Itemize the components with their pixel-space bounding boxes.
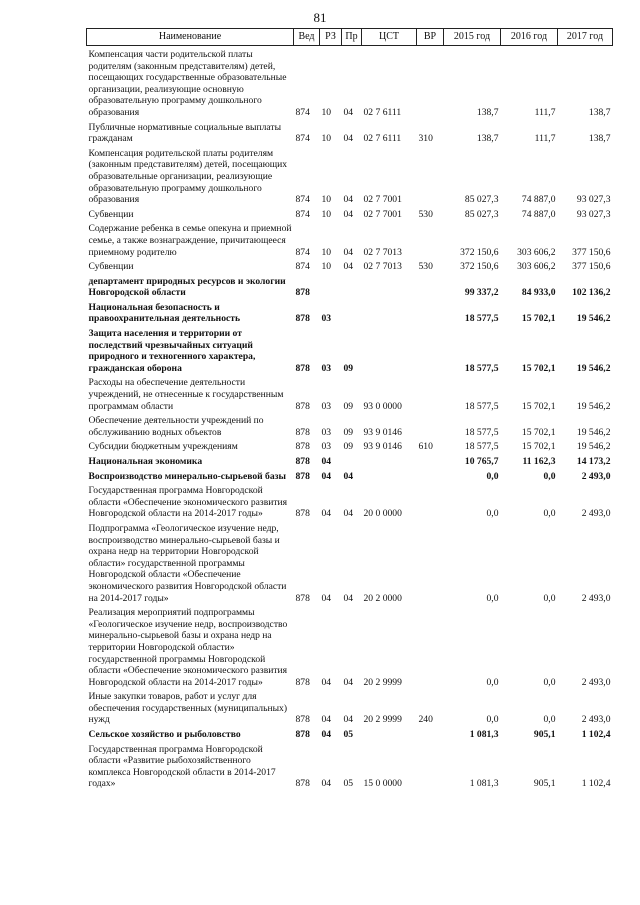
row-name: Субвенции [88, 261, 134, 273]
row-ved: 878 [295, 676, 310, 688]
row-name: Субвенции [88, 208, 134, 220]
table-body [87, 46, 613, 791]
row-vr [417, 726, 444, 741]
row-value-2016: 0,0 [543, 470, 556, 482]
row-vr [417, 220, 444, 258]
row-value-2016: 74 887,0 [521, 208, 556, 220]
row-name: Обеспечение деятельности учреждений по обслуживанию водных объектов [88, 415, 264, 438]
row-rz: 10 [321, 246, 332, 258]
row-value-2017: 377 150,6 [572, 246, 611, 258]
row-pr: 05 [343, 778, 354, 790]
row-value-2017: 1 102,4 [581, 729, 611, 741]
row-cst [362, 273, 417, 299]
row-ved: 878 [295, 456, 310, 467]
row-cst [362, 726, 417, 741]
row-cst [362, 468, 417, 483]
row-pr: 04 [343, 676, 354, 688]
row-ved: 878 [295, 508, 310, 520]
budget-table [86, 28, 613, 790]
row-value-2015: 0,0 [486, 592, 499, 604]
table-row [87, 688, 613, 726]
row-value-2015: 18 577,5 [464, 400, 499, 412]
row-pr: 09 [343, 441, 354, 453]
row-value-2015: 99 337,2 [464, 287, 499, 299]
row-value-2017: 19 546,2 [576, 400, 611, 412]
row-cst: 93 9 0146 [363, 426, 402, 438]
row-value-2015: 18 577,5 [464, 441, 499, 453]
row-ved: 878 [295, 714, 310, 726]
row-value-2016: 0,0 [543, 508, 556, 520]
row-name: Сельское хозяйство и рыболовство [88, 729, 241, 741]
row-name: Иные закупки товаров, работ и услуг для обеспечения государственных (муниципальных) нужд [88, 691, 288, 726]
col-header-cst: ЦСТ [362, 29, 417, 46]
table-row [87, 258, 613, 273]
row-rz: 10 [321, 261, 332, 273]
row-vr: 530 [418, 208, 433, 220]
row-cst: 93 0 0000 [363, 400, 402, 412]
row-value-2016: 15 702,1 [521, 441, 556, 453]
row-value-2017: 102 136,2 [572, 287, 611, 299]
row-value-2017: 19 546,2 [576, 426, 611, 438]
row-rz: 10 [321, 106, 332, 118]
row-pr: 09 [343, 400, 354, 412]
row-cst: 20 2 9999 [363, 676, 402, 688]
row-ved: 878 [295, 729, 310, 741]
table-row [87, 412, 613, 438]
row-name: Компенсация родительской платы родителям (законным представителям) детей, посещающих образовательные организации, реализующие образовательную программу дошкольного образования [88, 147, 288, 206]
table-row [87, 374, 613, 412]
row-rz: 04 [321, 676, 332, 688]
row-ved: 878 [295, 441, 310, 453]
row-value-2017: 19 546,2 [576, 362, 611, 374]
row-ved: 874 [295, 133, 310, 145]
row-rz: 04 [321, 470, 332, 482]
row-ved: 878 [295, 313, 310, 325]
page-number: 81 [313, 10, 327, 25]
row-name: Реализация мероприятий подпрограммы «Геологическое изучение недр, воспроизводство минерально-сырьевой базы и охрана недр на территории Новгородской области» государственной программы Новгородской области «Обеспечение экономического развития Новгородской области на 2014-2017 годы» [88, 607, 288, 688]
table-row [87, 438, 613, 453]
row-pr: 09 [343, 426, 354, 438]
table-row [87, 482, 613, 520]
row-rz: 04 [321, 592, 332, 604]
row-name: Субсидии бюджетным учреждениям [88, 441, 238, 453]
row-value-2015: 0,0 [486, 676, 499, 688]
row-rz: 04 [321, 729, 332, 741]
row-pr: 04 [343, 470, 354, 482]
row-value-2015: 372 150,6 [460, 246, 499, 258]
row-vr: 240 [418, 714, 433, 726]
row-value-2015: 138,7 [476, 106, 499, 118]
table-row [87, 273, 613, 299]
row-value-2017: 14 173,2 [576, 456, 611, 467]
row-value-2015: 0,0 [486, 508, 499, 520]
row-pr [342, 273, 362, 299]
row-cst: 20 0 0000 [363, 508, 402, 520]
row-value-2016: 15 702,1 [521, 426, 556, 438]
row-value-2016: 74 887,0 [521, 194, 556, 206]
row-value-2016: 11 162,3 [522, 456, 556, 467]
row-pr [342, 453, 362, 468]
row-ved: 874 [295, 106, 310, 118]
row-value-2016: 0,0 [543, 714, 556, 726]
row-value-2016: 0,0 [543, 676, 556, 688]
header-row [87, 29, 613, 46]
row-name: Государственная программа Новгородской области «Развитие рыбохозяйственного комплекса Новгородской области в 2014-2017 годах» [88, 743, 276, 790]
row-value-2016: 111,7 [534, 106, 556, 118]
row-cst: 93 9 0146 [363, 441, 402, 453]
row-vr [417, 46, 444, 119]
row-cst [362, 453, 417, 468]
row-value-2017: 2 493,0 [581, 592, 611, 604]
row-value-2016: 15 702,1 [521, 313, 556, 325]
row-pr: 09 [343, 362, 354, 374]
row-cst: 20 2 0000 [363, 592, 402, 604]
row-pr: 04 [343, 508, 354, 520]
row-value-2017: 93 027,3 [576, 194, 611, 206]
col-header-pr: Пр [342, 29, 362, 46]
row-value-2015: 85 027,3 [464, 208, 499, 220]
row-value-2017: 138,7 [588, 133, 611, 145]
row-rz [320, 273, 342, 299]
row-rz: 04 [321, 456, 332, 467]
row-value-2017: 93 027,3 [576, 208, 611, 220]
row-cst: 02 7 7001 [363, 194, 402, 206]
row-vr [417, 604, 444, 688]
row-value-2016: 111,7 [534, 133, 556, 145]
row-rz: 04 [321, 778, 332, 790]
row-pr: 04 [343, 714, 354, 726]
row-rz: 04 [321, 508, 332, 520]
row-ved: 874 [295, 261, 310, 273]
row-cst: 20 2 9999 [363, 714, 402, 726]
row-vr [417, 453, 444, 468]
row-vr [417, 374, 444, 412]
row-name: Подпрограмма «Геологическое изучение недр, воспроизводство минерально-сырьевой базы и охрана недр на территории Новгородской области» государственной программы Новгородской области «Обеспечение экономического развития Новгородской области на 2014-2017 годы» [88, 522, 287, 604]
row-vr [417, 468, 444, 483]
table-row [87, 206, 613, 221]
row-name: Содержание ребенка в семье опекуна и приемной семье, а также вознаграждение, причитающееся приемному родителю [88, 223, 292, 258]
row-cst: 02 7 7001 [363, 208, 402, 220]
row-cst: 02 7 6111 [363, 106, 402, 118]
row-ved: 874 [295, 194, 310, 206]
row-value-2015: 0,0 [486, 470, 499, 482]
row-ved: 874 [295, 208, 310, 220]
row-rz: 10 [321, 133, 332, 145]
row-cst: 02 7 7013 [363, 246, 402, 258]
row-cst: 02 7 6111 [363, 133, 402, 145]
table-header [87, 29, 613, 46]
row-pr: 04 [343, 106, 354, 118]
row-value-2016: 15 702,1 [521, 400, 556, 412]
row-rz: 10 [321, 208, 332, 220]
row-value-2015: 18 577,5 [464, 426, 499, 438]
row-name: Воспроизводство минерально-сырьевой базы [88, 470, 287, 482]
table-row [87, 46, 613, 119]
col-header-rz: РЗ [320, 29, 342, 46]
table-row [87, 468, 613, 483]
col-header-2017: 2017 год [558, 29, 613, 46]
row-rz: 10 [321, 194, 332, 206]
row-ved: 878 [295, 470, 310, 482]
row-value-2017: 19 546,2 [576, 441, 611, 453]
row-name: департамент природных ресурсов и экологии Новгородской области [88, 275, 286, 299]
row-pr: 04 [343, 208, 354, 220]
row-value-2016: 303 606,2 [517, 246, 556, 258]
col-header-2015: 2015 год [444, 29, 501, 46]
col-header-vr: ВР [417, 29, 444, 46]
row-vr [417, 325, 444, 374]
row-value-2017: 1 102,4 [581, 778, 611, 790]
row-value-2015: 138,7 [476, 133, 499, 145]
row-value-2016: 15 702,1 [521, 362, 556, 374]
row-value-2017: 138,7 [588, 106, 611, 118]
col-header-name: Наименование [87, 29, 294, 46]
row-cst [362, 299, 417, 325]
row-value-2015: 10 765,7 [464, 456, 499, 467]
row-name: Государственная программа Новгородской области «Обеспечение экономического развития Новгородской области на 2014-2017 годы» [88, 485, 288, 520]
row-cst: 15 0 0000 [363, 778, 402, 790]
row-rz: 03 [321, 313, 332, 325]
row-vr: 310 [418, 133, 433, 145]
row-value-2015: 18 577,5 [464, 362, 499, 374]
row-vr [417, 482, 444, 520]
row-value-2016: 905,1 [533, 778, 556, 790]
row-pr: 04 [343, 246, 354, 258]
row-ved: 878 [295, 287, 310, 299]
row-value-2017: 2 493,0 [581, 508, 611, 520]
table-row [87, 741, 613, 790]
row-value-2015: 18 577,5 [464, 313, 499, 325]
row-vr [417, 145, 444, 206]
row-rz: 03 [321, 400, 332, 412]
row-value-2015: 372 150,6 [460, 261, 499, 273]
row-vr [417, 273, 444, 299]
row-cst: 02 7 7013 [363, 261, 402, 273]
col-header-2016: 2016 год [501, 29, 558, 46]
row-pr: 04 [343, 592, 354, 604]
row-vr: 610 [418, 441, 433, 453]
table-row [87, 520, 613, 604]
row-pr: 04 [343, 133, 354, 145]
row-value-2017: 2 493,0 [581, 470, 611, 482]
row-vr: 530 [418, 261, 433, 273]
row-name: Расходы на обеспечение деятельности учреждений, не отнесенные к государственным программам области [88, 377, 284, 412]
row-value-2017: 2 493,0 [581, 714, 611, 726]
row-name: Защита населения и территории от последствий чрезвычайных ситуаций природного и техногенного характера, гражданская оборона [88, 328, 256, 374]
row-rz: 03 [321, 362, 332, 374]
row-value-2016: 303 606,2 [517, 261, 556, 273]
row-rz: 04 [321, 714, 332, 726]
row-ved: 878 [295, 362, 310, 374]
col-header-ved: Вед [294, 29, 320, 46]
row-vr [417, 520, 444, 604]
row-ved: 878 [295, 592, 310, 604]
table-row [87, 299, 613, 325]
row-ved: 878 [295, 400, 310, 412]
row-vr [417, 412, 444, 438]
table-row [87, 220, 613, 258]
table-row [87, 453, 613, 468]
table-row [87, 604, 613, 688]
table-row [87, 325, 613, 374]
row-name: Национальная безопасность и правоохранительная деятельность [88, 301, 241, 325]
row-rz: 03 [321, 426, 332, 438]
row-pr: 04 [343, 261, 354, 273]
row-rz: 03 [321, 441, 332, 453]
row-name: Национальная экономика [88, 456, 203, 467]
row-value-2017: 377 150,6 [572, 261, 611, 273]
row-value-2015: 1 081,3 [469, 778, 499, 790]
row-cst [362, 325, 417, 374]
row-name: Публичные нормативные социальные выплаты гражданам [88, 121, 282, 145]
row-value-2017: 19 546,2 [576, 313, 611, 325]
row-value-2016: 84 933,0 [521, 287, 556, 299]
row-value-2015: 0,0 [486, 714, 499, 726]
row-value-2015: 85 027,3 [464, 194, 499, 206]
row-vr [417, 299, 444, 325]
row-pr: 04 [343, 194, 354, 206]
row-value-2016: 0,0 [543, 592, 556, 604]
row-pr [342, 299, 362, 325]
row-value-2015: 1 081,3 [469, 729, 499, 741]
row-value-2017: 2 493,0 [581, 676, 611, 688]
table-row [87, 119, 613, 145]
row-ved: 878 [295, 778, 310, 790]
row-value-2016: 905,1 [533, 729, 556, 741]
row-vr [417, 741, 444, 790]
row-ved: 874 [295, 246, 310, 258]
row-ved: 878 [295, 426, 310, 438]
row-name: Компенсация части родительской платы родителям (законным представителям) детей, посещающих государственные образовательные организации, реализующие основную образовательную программу дошкольного образования [88, 49, 287, 118]
table-row [87, 145, 613, 206]
row-pr: 05 [343, 729, 354, 741]
table-row [87, 726, 613, 741]
